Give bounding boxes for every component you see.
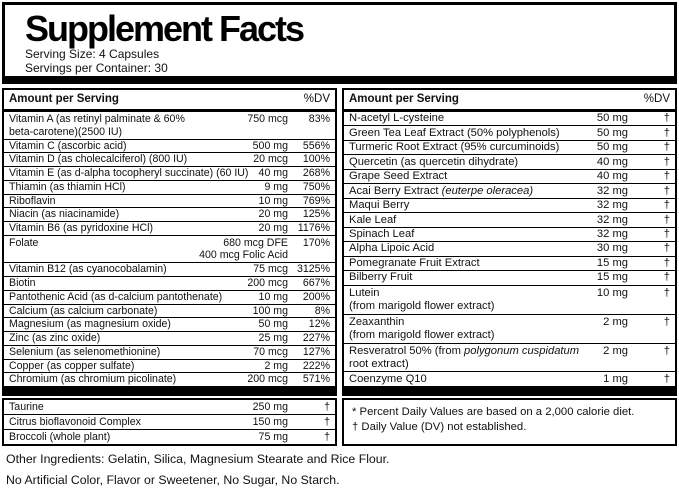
table-row <box>344 183 675 197</box>
ingredient-dv: † <box>663 271 670 284</box>
ingredient-dv: † <box>324 430 330 443</box>
table-row <box>4 166 335 180</box>
ingredient-amount <box>597 287 628 300</box>
amount-line: 150 mg <box>252 415 288 428</box>
name-segment: Vitamin D (as cholecalciferol) (800 IU) <box>9 153 188 166</box>
ingredient-dv: † <box>663 344 670 357</box>
name-segment: beta-carotene)(2500 IU) <box>9 125 123 138</box>
ingredient-amount <box>253 153 288 166</box>
ingredient-name <box>349 242 438 255</box>
ingredient-amount <box>597 170 628 183</box>
facts-columns <box>2 88 677 446</box>
amount-line: 2 mg <box>603 344 628 357</box>
amount-line: 32 mg <box>596 199 628 212</box>
ingredient-dv: † <box>663 242 670 255</box>
ingredient-amount <box>603 345 628 358</box>
table-row <box>344 241 675 255</box>
footnote-percent-dv: * Percent Daily Values are based on a 2,000 calorie diet. <box>352 406 635 418</box>
right-facts-table <box>342 88 677 388</box>
ingredient-amount <box>597 257 628 270</box>
footnote-dv-not-established: † Daily Value (DV) not established. <box>352 421 527 433</box>
ingredient-dv: † <box>663 227 670 240</box>
name-segment: polygonum cuspidatum <box>464 344 580 357</box>
ingredient-dv: 667% <box>302 277 330 290</box>
ingredient-dv: † <box>663 155 670 168</box>
ingredient-name <box>349 228 418 241</box>
ingredient-name <box>9 416 145 429</box>
ingredient-amount <box>253 263 288 276</box>
amount-line: 40 mg <box>258 167 288 180</box>
amount-line: 10 mg <box>596 286 628 299</box>
table-row <box>4 194 335 208</box>
name-segment: Folate <box>9 236 39 249</box>
ingredient-dv: 1176% <box>297 222 330 235</box>
left-column <box>2 88 337 446</box>
ingredient-name <box>9 305 161 318</box>
ingredient-amount <box>253 401 288 414</box>
amount-line: 15 mg <box>596 271 628 284</box>
amount-line: 32 mg <box>596 227 628 240</box>
ingredient-amount <box>597 199 628 212</box>
name-segment: (from marigold flower extract) <box>349 299 495 312</box>
ingredient-name <box>9 277 40 290</box>
ingredient-amount <box>597 242 628 255</box>
table-row <box>344 343 675 372</box>
ingredient-dv: † <box>663 315 670 328</box>
ingredient-amount <box>247 113 288 126</box>
table-row <box>4 317 335 331</box>
amount-line: 2 mg <box>264 359 288 372</box>
ingredient-amount <box>259 208 288 221</box>
table-row <box>344 371 675 385</box>
name-segment: Lutein <box>349 286 380 299</box>
ingredient-name <box>9 153 191 166</box>
ingredient-amount <box>597 141 628 154</box>
amount-line: 20 mg <box>258 208 288 221</box>
name-segment: Quercetin (as quercetin dihydrate) <box>349 155 519 168</box>
table-row <box>344 112 675 125</box>
ingredient-amount <box>253 346 288 359</box>
ingredient-name <box>349 127 564 140</box>
table-row <box>344 154 675 168</box>
dv-header: %DV <box>643 93 670 105</box>
ingredient-dv: 100% <box>302 153 330 166</box>
ingredient-name <box>9 332 104 345</box>
ingredient-dv: † <box>663 213 670 226</box>
ingredient-name <box>9 401 48 414</box>
ingredient-dv: † <box>324 400 330 413</box>
name-segment: Pomegranate Fruit Extract <box>349 256 480 269</box>
amount-line: 15 mg <box>596 256 628 269</box>
ingredient-name <box>349 271 416 284</box>
ingredient-name <box>9 360 138 373</box>
name-segment: Magnesium (as magnesium oxide) <box>9 318 171 331</box>
ingredient-dv: † <box>663 141 670 154</box>
name-segment: Zinc (as zinc oxide) <box>9 332 101 345</box>
amount-line: 20 mcg <box>253 153 288 166</box>
name-segment: Maqui Berry <box>349 199 410 212</box>
ingredient-dv: † <box>663 170 670 183</box>
ingredient-dv: † <box>663 126 670 139</box>
table-row <box>344 256 675 270</box>
name-segment: Vitamin B6 (as pyridoxine HCl) <box>9 222 154 235</box>
ingredient-dv: 556% <box>302 139 330 152</box>
table-row <box>344 140 675 154</box>
name-segment: Broccoli (whole plant) <box>9 430 111 443</box>
ingredient-dv: 83% <box>308 113 330 125</box>
table-row <box>4 290 335 304</box>
name-segment: Niacin (as niacinamide) <box>9 208 120 221</box>
ingredient-dv: 3125% <box>297 263 330 276</box>
ingredient-name <box>9 113 189 138</box>
amount-line: 10 mg <box>258 290 288 303</box>
amount-line: 200 mcg <box>247 373 288 386</box>
ingredient-amount <box>259 167 288 180</box>
name-segment: (from marigold flower extract) <box>349 328 495 341</box>
ingredient-dv: 571% <box>302 373 330 386</box>
ingredient-dv: † <box>663 112 670 125</box>
label-footer <box>2 452 677 488</box>
name-segment: Acai Berry Extract <box>349 184 442 197</box>
amount-line: 20 mg <box>258 222 288 235</box>
amount-line: 50 mg <box>258 318 288 331</box>
ingredient-name <box>9 195 60 208</box>
label-header <box>2 2 677 76</box>
table-row <box>344 212 675 226</box>
amount-line: 50 mg <box>596 126 628 139</box>
ingredient-amount <box>264 360 288 373</box>
name-segment: Vitamin C (ascorbic acid) <box>9 139 127 152</box>
table-row <box>344 270 675 284</box>
ingredient-amount <box>259 291 288 304</box>
table-row <box>4 112 335 139</box>
ingredient-name <box>349 287 498 313</box>
name-segment: Selenium (as selenomethionine) <box>9 345 161 358</box>
ingredient-name <box>9 237 42 250</box>
right-table-header <box>344 90 675 112</box>
table-row <box>4 262 335 276</box>
ingredient-name <box>349 185 537 198</box>
ingredient-name <box>349 199 413 212</box>
ingredient-amount <box>253 305 288 318</box>
ingredient-amount <box>597 228 628 241</box>
serving-size: Serving Size: 4 Capsules <box>25 47 160 61</box>
ingredient-amount <box>253 416 288 429</box>
name-segment: Copper (as copper sulfate) <box>9 359 135 372</box>
name-segment: Riboflavin <box>9 194 56 207</box>
table-row <box>4 359 335 373</box>
ingredient-amount <box>597 112 628 125</box>
table-row <box>4 207 335 221</box>
table-row <box>4 429 335 444</box>
amount-line: 680 mcg DFE <box>223 236 288 249</box>
name-segment: N-acetyl L-cysteine <box>349 112 445 125</box>
ingredient-dv: 200% <box>302 290 330 303</box>
amount-line: 50 mg <box>596 141 628 154</box>
name-segment: (euterpe oleracea) <box>441 184 534 197</box>
other-ingredients-text: Other Ingredients: Gelatin, Silica, Magnesium Stearate and Rice Flour. <box>6 452 390 466</box>
amount-line: 40 mg <box>596 155 628 168</box>
ingredient-name <box>9 291 226 304</box>
amount-line: 250 mg <box>252 400 288 413</box>
ingredient-name <box>9 208 123 221</box>
name-segment: root extract) <box>349 357 409 370</box>
amount-line: 10 mg <box>258 194 288 207</box>
ingredient-name <box>9 140 131 153</box>
table-row <box>4 331 335 345</box>
ingredient-dv: 227% <box>302 332 330 345</box>
name-segment: Taurine <box>9 400 44 413</box>
table-row <box>344 169 675 183</box>
name-segment: Vitamin B12 (as cyanocobalamin) <box>9 263 167 276</box>
name-segment: Calcium (as calcium carbonate) <box>9 304 158 317</box>
ingredient-amount <box>597 156 628 169</box>
left-divider-bar <box>2 388 337 396</box>
right-column <box>342 88 677 446</box>
ingredient-dv: † <box>663 372 670 385</box>
no-artificial-text: No Artificial Color, Flavor or Sweetener, No Sugar, No Starch. <box>6 473 340 487</box>
left-extra-table <box>2 398 337 446</box>
name-segment: Grape Seed Extract <box>349 170 448 183</box>
amount-line: 2 mg <box>603 315 628 328</box>
footnotes-box <box>342 398 677 446</box>
table-row <box>4 152 335 166</box>
ingredient-dv: 769% <box>302 194 330 207</box>
ingredient-dv: 170% <box>302 236 330 249</box>
ingredient-name <box>9 431 114 444</box>
ingredient-name <box>349 316 498 342</box>
name-segment: Chromium (as chromium picolinate) <box>9 373 177 386</box>
ingredient-amount <box>259 332 288 345</box>
table-row <box>4 400 335 414</box>
name-segment: Biotin <box>9 277 36 290</box>
ingredient-amount <box>603 373 628 386</box>
left-facts-table <box>2 88 337 388</box>
name-segment: Vitamin E (as d-alpha tocopheryl succinate) (60 IU) <box>9 167 249 180</box>
name-segment: Pantothenic Acid (as d-calcium pantothenate) <box>9 290 223 303</box>
amount-line: 9 mg <box>264 180 288 193</box>
ingredient-amount <box>259 431 288 444</box>
ingredient-dv: 125% <box>302 208 330 221</box>
name-segment: Green Tea Leaf Extract (50% polyphenols) <box>349 126 560 139</box>
name-segment: Kale Leaf <box>349 213 397 226</box>
label-title: Supplement Facts <box>25 8 304 49</box>
name-segment: Turmeric Root Extract (95% curcuminoids) <box>349 141 560 154</box>
ingredient-amount <box>597 214 628 227</box>
ingredient-name <box>9 181 130 194</box>
ingredient-dv: 8% <box>314 304 330 317</box>
dv-header: %DV <box>303 93 330 105</box>
ingredient-name <box>9 222 157 235</box>
ingredient-name <box>349 141 563 154</box>
name-segment: Spinach Leaf <box>349 227 415 240</box>
ingredient-amount <box>259 222 288 235</box>
ingredient-name <box>349 112 448 125</box>
ingredient-dv: † <box>663 184 670 197</box>
ingredient-dv: † <box>663 199 670 212</box>
amount-line: 50 mg <box>596 112 628 125</box>
table-row <box>344 285 675 314</box>
top-divider-bar <box>2 76 677 84</box>
table-row <box>4 139 335 153</box>
table-row <box>344 125 675 139</box>
ingredient-amount <box>597 127 628 140</box>
amount-line: 100 mg <box>252 304 288 317</box>
name-segment: Thiamin (as thiamin HCl) <box>9 180 126 193</box>
ingredient-name <box>349 170 451 183</box>
amount-per-serving-header: Amount per Serving <box>349 93 459 105</box>
amount-line: 40 mg <box>596 170 628 183</box>
ingredient-dv: † <box>663 286 670 299</box>
ingredient-name <box>9 167 252 180</box>
ingredient-amount <box>247 373 288 386</box>
table-row <box>4 414 335 429</box>
ingredient-name <box>349 373 431 386</box>
ingredient-amount <box>253 140 288 153</box>
name-segment: Bilberry Fruit <box>349 271 413 284</box>
left-table-rows <box>4 112 335 386</box>
servings-per-container: Servings per Container: 30 <box>25 61 168 75</box>
ingredient-amount <box>597 271 628 284</box>
ingredient-amount <box>259 195 288 208</box>
amount-per-serving-header: Amount per Serving <box>9 93 119 105</box>
right-table-rows <box>344 112 675 386</box>
ingredient-dv: 268% <box>302 167 330 180</box>
ingredient-dv: † <box>663 256 670 269</box>
table-row <box>4 372 335 386</box>
table-row <box>344 198 675 212</box>
table-row <box>344 314 675 343</box>
ingredient-name <box>9 318 175 331</box>
ingredient-amount <box>603 316 628 329</box>
amount-line: 1 mg <box>603 372 628 385</box>
table-row <box>344 227 675 241</box>
ingredient-name <box>9 373 180 386</box>
name-segment: Vitamin A (as retinyl palminate & 60% <box>9 113 185 125</box>
ingredient-dv: 222% <box>302 359 330 372</box>
name-segment: Citrus bioflavonoid Complex <box>9 415 141 428</box>
amount-line: 200 mcg <box>247 277 288 290</box>
ingredient-name <box>349 156 522 169</box>
ingredient-amount <box>259 318 288 331</box>
name-segment: Coenzyme Q10 <box>349 372 427 385</box>
ingredient-dv: 12% <box>308 318 330 331</box>
ingredient-name <box>349 214 400 227</box>
ingredient-name <box>349 257 484 270</box>
left-extra-rows <box>4 400 335 444</box>
name-segment: Resveratrol 50% (from <box>349 344 465 357</box>
amount-line: 750 mcg <box>247 113 288 125</box>
table-row <box>4 180 335 194</box>
ingredient-dv: 750% <box>302 180 330 193</box>
ingredient-dv: 127% <box>302 345 330 358</box>
right-divider-bar <box>342 388 677 396</box>
amount-line: 25 mg <box>258 332 288 345</box>
ingredient-amount <box>264 181 288 194</box>
amount-line: 32 mg <box>596 213 628 226</box>
table-row <box>4 276 335 290</box>
table-row <box>4 304 335 318</box>
table-row <box>4 221 335 235</box>
table-row <box>4 235 335 263</box>
amount-line: 500 mg <box>252 139 288 152</box>
ingredient-name <box>9 346 164 359</box>
ingredient-amount <box>199 237 288 262</box>
ingredient-amount <box>247 277 288 290</box>
table-row <box>4 345 335 359</box>
ingredient-amount <box>597 185 628 198</box>
amount-line: 75 mcg <box>253 263 288 276</box>
amount-line: 30 mg <box>596 242 628 255</box>
amount-line: 32 mg <box>596 184 628 197</box>
ingredient-dv: † <box>324 415 330 428</box>
left-table-header <box>4 90 335 112</box>
ingredient-name <box>349 345 583 371</box>
amount-line: 70 mcg <box>253 345 288 358</box>
name-segment: Zeaxanthin <box>349 315 405 328</box>
amount-line: 75 mg <box>258 430 288 443</box>
amount-line: 400 mcg Folic Acid <box>199 249 288 262</box>
ingredient-name <box>9 263 171 276</box>
name-segment: Alpha Lipoic Acid <box>349 242 435 255</box>
